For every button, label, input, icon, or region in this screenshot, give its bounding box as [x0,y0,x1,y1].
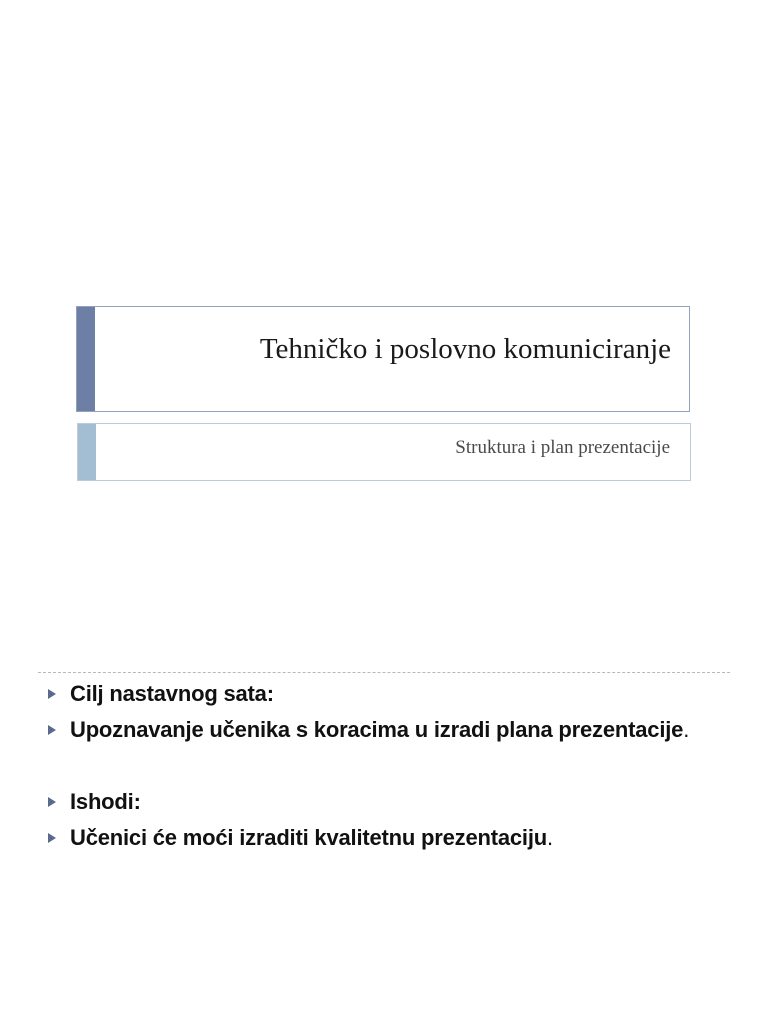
slide-subtitle: Struktura i plan prezentacije [455,437,670,458]
triangle-bullet-icon [48,725,56,735]
bullet-item-outcomes [44,784,704,820]
bullet-text: Ishodi: [70,789,141,814]
subtitle-box [77,423,691,481]
slide-title: Tehničko i poslovno komuniciranje [259,333,671,365]
subtitle-accent-bar [78,424,96,480]
triangle-bullet-icon [48,797,56,807]
bullet-text: Cilj nastavnog sata: [70,681,274,706]
triangle-bullet-icon [48,833,56,843]
title-box [76,306,690,412]
title-accent-bar [77,307,95,411]
bullet-text: Upoznavanje učenika s koracima u izradi plana prezentacije [70,717,684,742]
triangle-bullet-icon [48,689,56,699]
bullet-item-outcomes-desc [44,820,704,856]
bullet-text: Učenici će moći izraditi kvalitetnu prezentaciju [70,825,547,850]
slide-divider [38,672,730,673]
bullet-punct: . [683,717,690,742]
bullet-item-goal-desc [44,712,704,748]
bullet-punct: . [547,825,554,850]
bullet-list [44,676,704,856]
bullet-item-goal [44,676,704,712]
